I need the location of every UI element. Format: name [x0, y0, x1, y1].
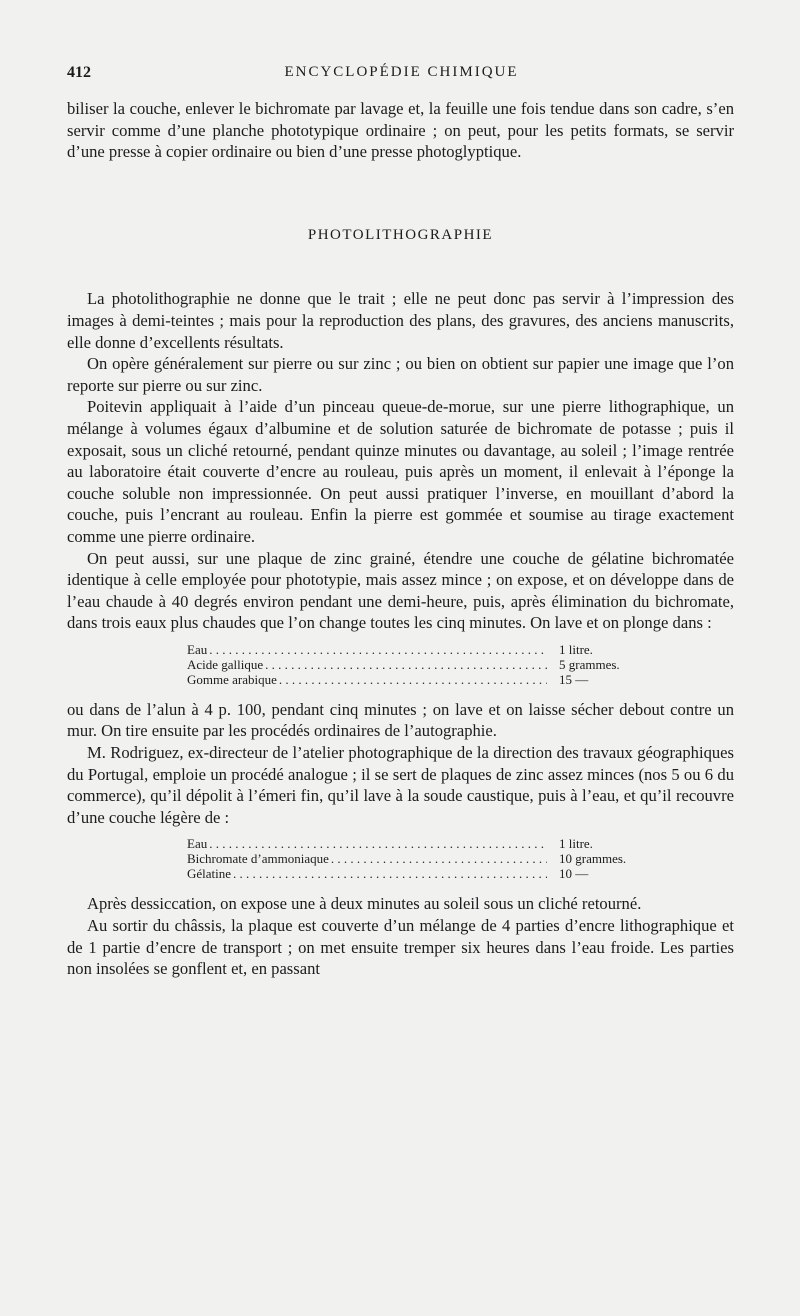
ingredient-name: Gomme arabique — [187, 671, 277, 687]
recipe-row — [187, 866, 647, 881]
ingredient-quantity: 10 grammes. — [559, 851, 627, 867]
dot-leader — [233, 866, 547, 881]
paragraph: biliser la couche, enlever le bichromate par lavage et, la feuille une fois tendue dans son cadre, s’en servir comme d’une planche phototypique ordinaire ; on peut, pour les petits formats, se servir d’une presse à copier ordinaire ou bien d’une presse photoglyptique. — [67, 99, 734, 162]
paragraph: On peut aussi, sur une plaque de zinc grainé, étendre une couche de gélatine bichromatée identique à celle employée pour phototypie, mais assez mince ; on expose, et on développe dans de l’eau chaude à 40 degrés environ pendant une demi-heure, puis, après élimination du bichromate, dans trois eaux plus chaudes que l’on change toutes les cinq minutes. On lave et on plonge dans : — [67, 548, 734, 633]
paragraph: Après dessiccation, on expose une à deux minutes au soleil sous un cliché retourné. — [87, 894, 642, 914]
recipe-row — [187, 851, 647, 866]
ingredient-quantity: 10 — — [559, 866, 589, 882]
paragraph: La photolithographie ne donne que le trait ; elle ne peut donc pas servir à l’impression des images à demi-teintes ; mais pour la reproduction des plans, des gravures, des anciens manuscrits, elle donne d’excellents résultats. — [67, 289, 734, 352]
paragraph: Au sortir du châssis, la plaque est couverte d’un mélange de 4 parties d’encre lithographique et de 1 partie d’encre de transport ; on met ensuite tremper six heures dans l’eau froide. Les parties non insolées se gonflent et, en passant — [67, 916, 734, 979]
ingredient-quantity: 1 litre. — [559, 641, 593, 657]
ingredient-quantity: 15 — — [559, 671, 589, 687]
dot-leader — [209, 836, 547, 851]
dot-leader — [331, 851, 547, 866]
ingredient-name: Gélatine — [187, 866, 232, 882]
ingredient-name: Acide gallique — [187, 656, 264, 672]
ingredient-name: Eau — [187, 836, 208, 852]
dot-leader — [265, 657, 547, 672]
section-title: PHOTOLITHOGRAPHIE — [307, 226, 494, 243]
recipe-table-2 — [187, 836, 647, 881]
running-head: ENCYCLOPÉDIE CHIMIQUE — [284, 64, 519, 80]
page-header — [67, 64, 736, 88]
recipe-row — [187, 672, 647, 687]
page-number: 412 — [67, 64, 91, 81]
paragraph: On opère généralement sur pierre ou sur zinc ; ou bien on obtient sur papier une image que l’on reporte sur pierre ou sur zinc. — [67, 354, 734, 395]
recipe-table-1 — [187, 642, 647, 687]
dot-leader — [209, 642, 547, 657]
ingredient-quantity: 5 grammes. — [559, 656, 620, 672]
recipe-row — [187, 642, 647, 657]
recipe-row — [187, 657, 647, 672]
paragraph: Poitevin appliquait à l’aide d’un pinceau queue-de-morue, sur une pierre lithographique, un mélange à volumes égaux d’albumine et de solution saturée de bichromate de potasse ; puis il exposait, sous un cliché retourné, pendant quinze minutes ou davantage, au soleil ; l’image rentrée au laboratoire était couverte d’encre au rouleau, puis après un moment, il enlevait à l’éponge la couche soluble non impressionnée. On peut aussi pratiquer l’inverse, en mouillant d’abord la couche, puis l’encrant au rouleau. Enfin la pierre est gommée et soumise au tirage exactement comme une pierre ordinaire. — [67, 397, 734, 546]
ingredient-quantity: 1 litre. — [559, 836, 593, 852]
body-text — [67, 98, 734, 980]
recipe-row — [187, 836, 647, 851]
ingredient-name: Bichromate d’ammoniaque — [187, 851, 329, 867]
ingredient-name: Eau — [187, 641, 208, 657]
dot-leader — [279, 672, 547, 687]
paragraph: M. Rodriguez, ex-directeur de l’atelier photographique de la direction des travaux géographiques du Portugal, emploie un procédé analogue ; il se sert de plaques de zinc assez minces (nos 5 ou 6 du commerce), qu’il dépolit à l’émeri fin, qu’il lave à la soude caustique, puis à l’eau, et qu’il recouvre d’une couche légère de : — [67, 743, 734, 827]
paragraph: ou dans de l’alun à 4 p. 100, pendant cinq minutes ; on lave et on laisse sécher debout contre un mur. On tire ensuite par les procédés ordinaires de l’autographie. — [67, 699, 734, 741]
